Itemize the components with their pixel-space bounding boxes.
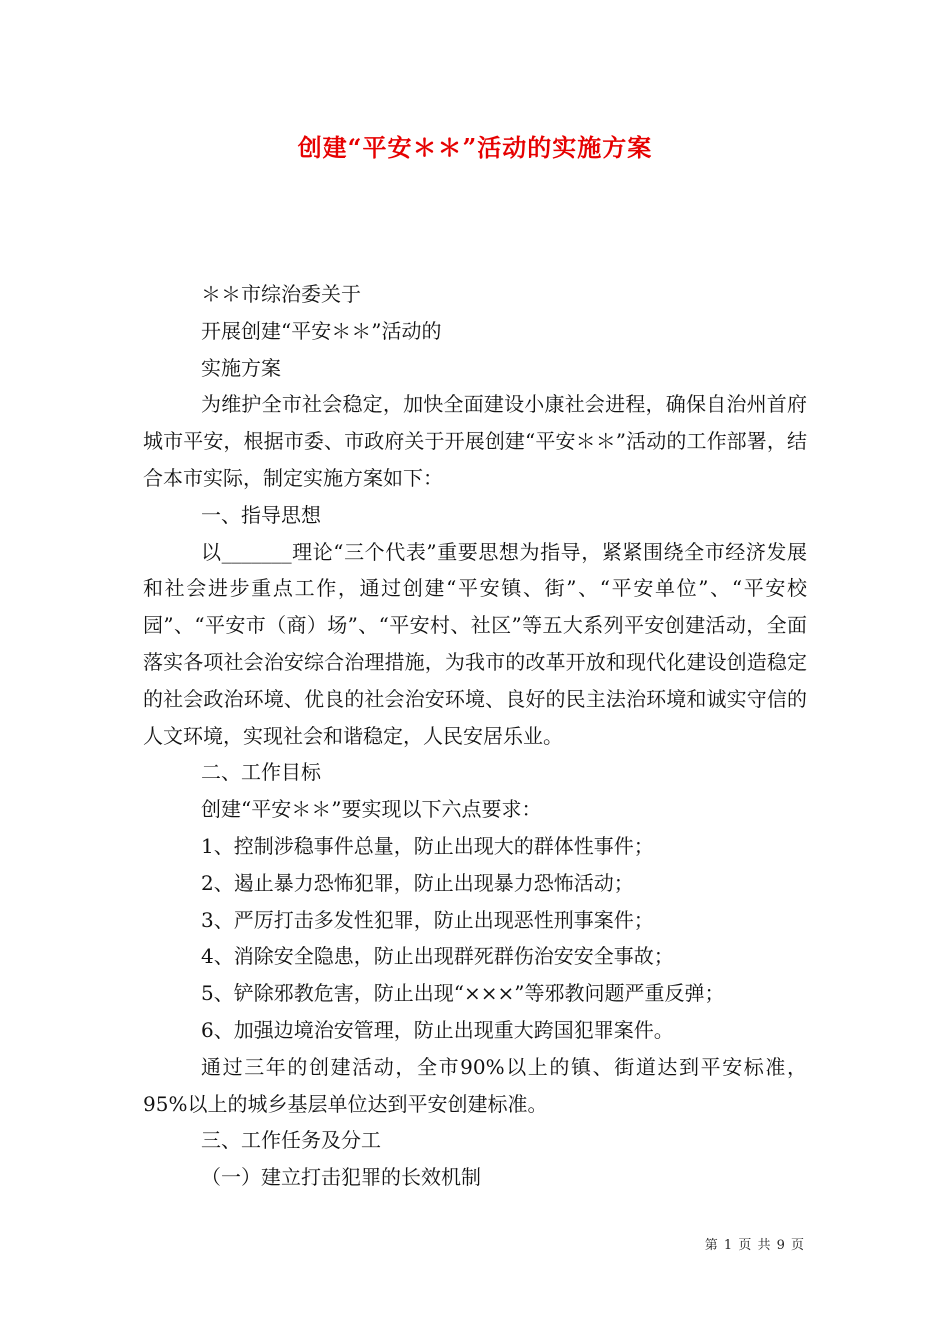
body-paragraph: 以_______理论“三个代表”重要思想为指导，紧紧围绕全市经济发展和社会进步重点工作，通过创建“平安镇、街”、“平安单位”、“平安校园”、“平安市（商）场”、“平安村、社区”等五大系列平安创建活动，全面落实各项社会治安综合治理措施，为我市的改革开放和现代化建设创造稳定的社会政治环境、优良的社会治安环境、良好的民主法治环境和诚实守信的人文环境，实现社会和谐稳定，人民安居乐业。 — [143, 539, 807, 748]
body-paragraph: 实施方案 — [201, 355, 281, 380]
list-item: 2、遏止暴力恐怖犯罪，防止出现暴力恐怖活动； — [201, 870, 634, 895]
section-heading: 三、工作任务及分工 — [201, 1128, 381, 1153]
body-paragraph: 为维护全市社会稳定，加快全面建设小康社会进程，确保自治州首府城市平安，根据市委、市政府关于开展创建“平安＊＊”活动的工作部署，结合本市实际，制定实施方案如下： — [143, 392, 807, 490]
body-paragraph: ＊＊市综治委关于 — [201, 282, 361, 306]
body-paragraph: 开展创建“平安＊＊”活动的 — [201, 318, 442, 343]
list-item: 5、铲除邪教危害，防止出现“×××”等邪教问题严重反弹； — [201, 981, 725, 1006]
page-number-footer: 第 1 页 共 9 页 — [704, 1238, 805, 1253]
body-paragraph: 通过三年的创建活动，全市90%以上的镇、街道达到平安标准，95%以上的城乡基层单位达到平安创建标准。 — [143, 1054, 807, 1116]
body-paragraph: 创建“平安＊＊”要实现以下六点要求： — [201, 797, 542, 822]
list-item: 4、消除安全隐患，防止出现群死群伤治安安全事故； — [201, 944, 674, 969]
document-title: 创建“平安＊＊”活动的实施方案 — [297, 133, 653, 162]
section-heading: 二、工作目标 — [201, 760, 321, 785]
list-item: 1、控制涉稳事件总量，防止出现大的群体性事件； — [201, 833, 654, 858]
subsection-heading: （一）建立打击犯罪的长效机制 — [201, 1165, 481, 1190]
list-item: 3、严厉打击多发性犯罪，防止出现恶性刑事案件； — [201, 907, 654, 932]
list-item: 6、加强边境治安管理，防止出现重大跨国犯罪案件。 — [201, 1017, 674, 1042]
section-heading: 一、指导思想 — [201, 502, 321, 527]
document-body — [143, 276, 807, 1196]
